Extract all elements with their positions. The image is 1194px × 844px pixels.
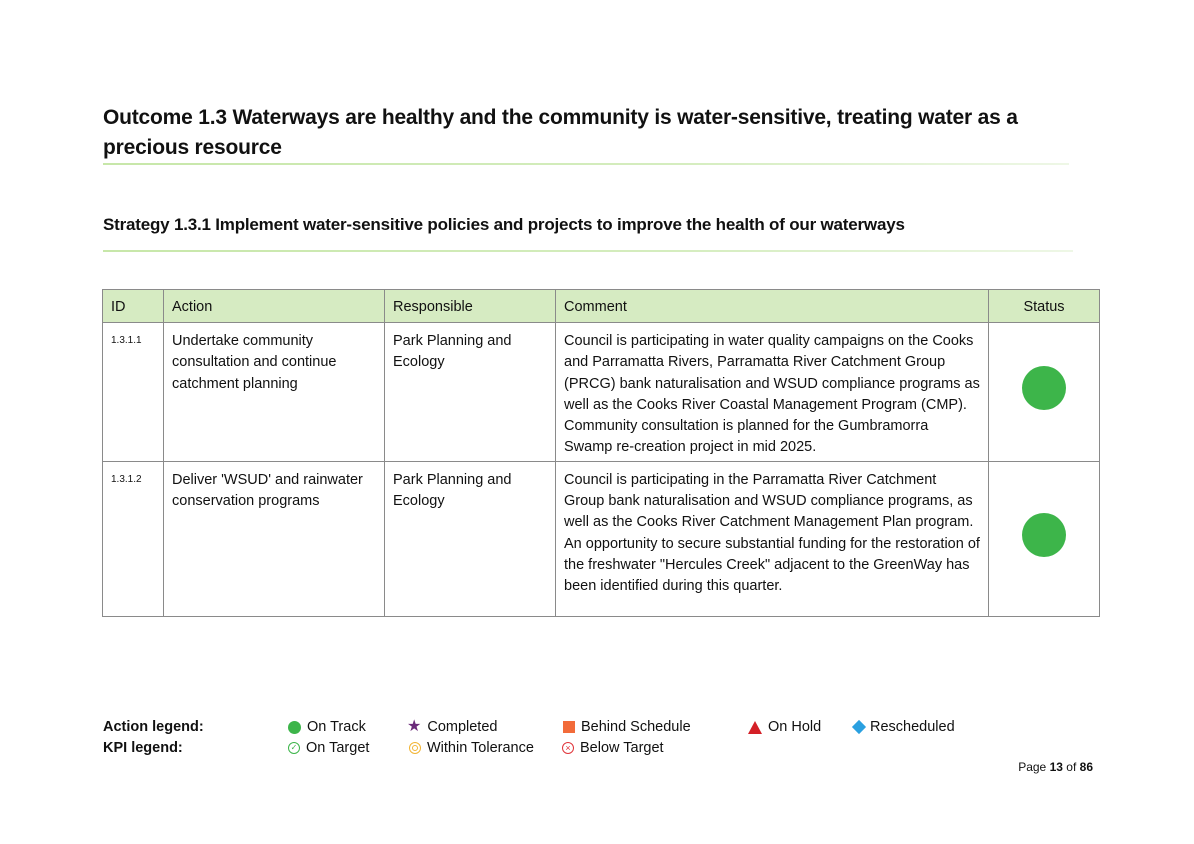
green-check-circle-icon: ✓ <box>288 742 300 754</box>
green-circle-icon <box>288 721 301 734</box>
header-responsible: Responsible <box>385 290 556 323</box>
table-row <box>103 461 1100 616</box>
row-responsible: Park Planning and Ecology <box>385 323 556 462</box>
orange-square-icon <box>563 721 575 733</box>
red-x-circle-icon: × <box>562 742 574 754</box>
yellow-ring-icon <box>409 742 421 754</box>
header-comment: Comment <box>556 290 989 323</box>
outcome-divider <box>103 163 1069 165</box>
on-track-status-icon <box>1022 366 1066 410</box>
row-responsible: Park Planning and Ecology <box>385 461 556 616</box>
on-track-status-icon <box>1022 513 1066 557</box>
row-action: Undertake community consultation and continue catchment planning <box>164 323 385 462</box>
row-status <box>989 323 1100 462</box>
action-legend <box>103 717 955 737</box>
actions-table <box>102 289 1100 617</box>
strategy-title: Strategy 1.3.1 Implement water-sensitive policies and projects to improve the health of our waterways <box>103 215 905 234</box>
legend-below-target: × Below Target <box>562 740 664 756</box>
row-id: 1.3.1.2 <box>103 461 164 616</box>
blue-diamond-icon <box>852 720 866 734</box>
row-comment: Council is participating in water quality campaigns on the Cooks and Parramatta Rivers, Parramatta River Catchment Group (PRCG) bank naturalisation and WSUD compliance programs as well as the Cooks River Coastal Management Program (CMP). Community consultation is planned for the Gumbramorra Swamp re-creation project in mid 2025. <box>556 323 989 462</box>
action-legend-label: Action legend: <box>103 719 204 735</box>
kpi-legend <box>103 738 664 758</box>
legend-within-tolerance: Within Tolerance <box>409 740 534 756</box>
legend-completed: ★ Completed <box>407 718 498 735</box>
legend-on-track: On Track <box>288 719 366 735</box>
purple-star-icon: ★ <box>407 718 422 735</box>
legend-on-target: ✓ On Target <box>288 740 369 756</box>
header-id: ID <box>103 290 164 323</box>
row-comment: Council is participating in the Parramatta River Catchment Group bank naturalisation and WSUD compliance programs, as well as the Cooks River Catchment Management Plan program. An opportunity to secure substantial funding for the restoration of the freshwater "Hercules Creek" adjacent to the GreenWay has been identified during this quarter. <box>556 461 989 616</box>
row-status <box>989 461 1100 616</box>
table-header-row <box>103 290 1100 323</box>
table-row <box>103 323 1100 462</box>
legend-behind-schedule: Behind Schedule <box>563 719 691 735</box>
header-action: Action <box>164 290 385 323</box>
outcome-title: Outcome 1.3 Waterways are healthy and the community is water-sensitive, treating water as a precious resource <box>103 106 1018 159</box>
red-triangle-icon <box>748 721 762 734</box>
legend-rescheduled: Rescheduled <box>852 719 955 735</box>
legend-on-hold: On Hold <box>748 719 821 735</box>
strategy-divider <box>103 250 1073 252</box>
row-action: Deliver 'WSUD' and rainwater conservation programs <box>164 461 385 616</box>
row-id: 1.3.1.1 <box>103 323 164 462</box>
kpi-legend-label: KPI legend: <box>103 740 183 756</box>
header-status: Status <box>989 290 1100 323</box>
page-number: Page 13 of 86 <box>1018 760 1093 774</box>
